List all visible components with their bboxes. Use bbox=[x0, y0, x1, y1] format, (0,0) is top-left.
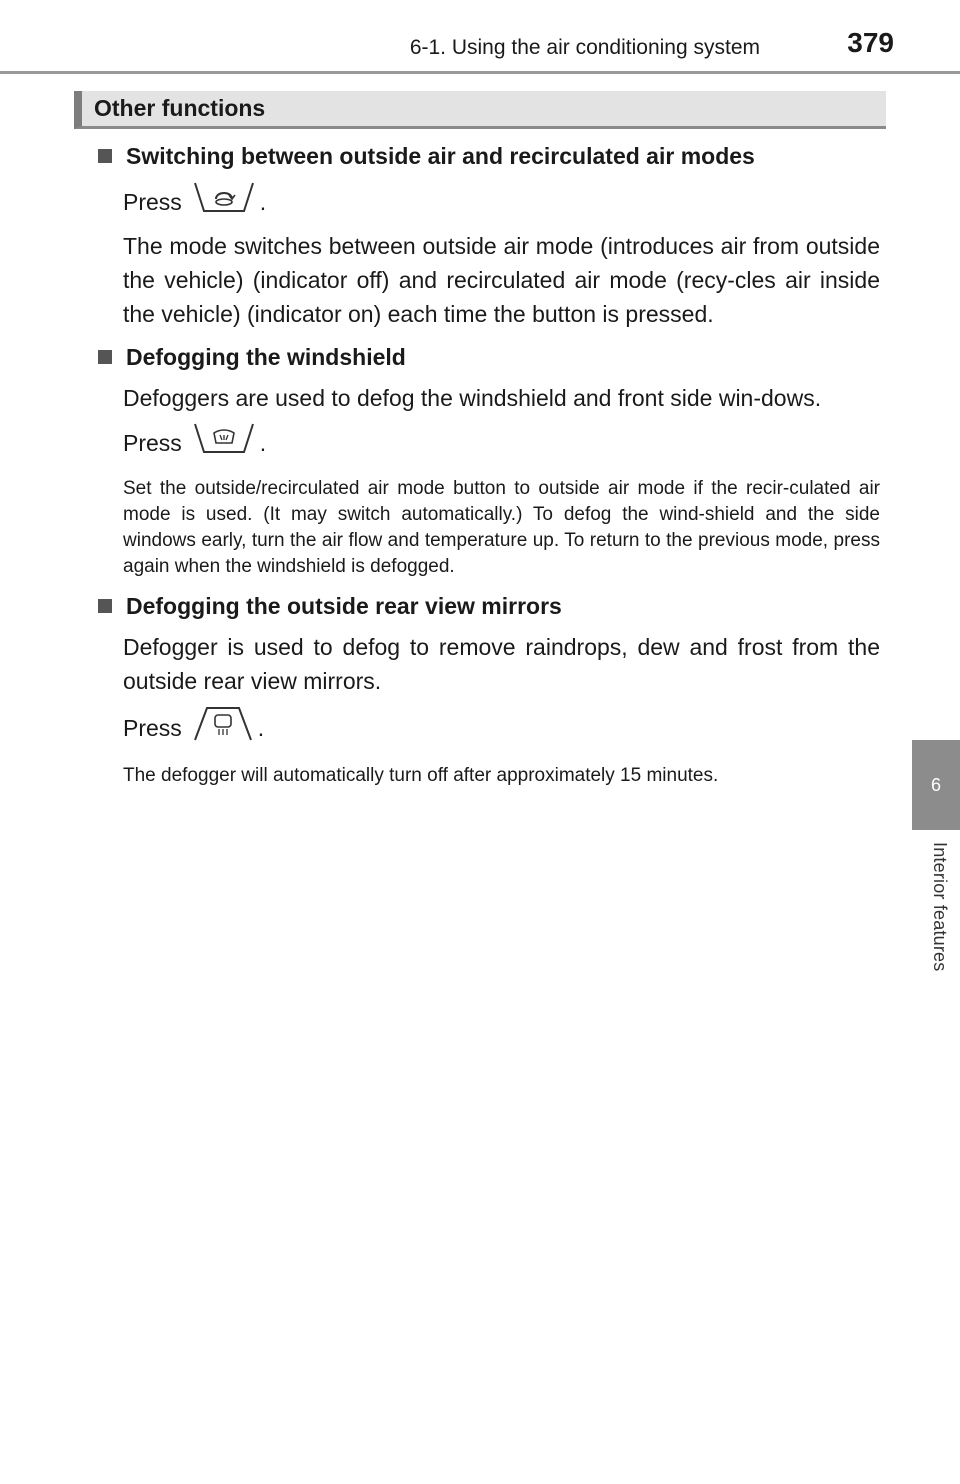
item-recirculation bbox=[96, 138, 880, 331]
item-title-text: Switching between outside air and recirculated air modes bbox=[126, 143, 755, 169]
header-divider bbox=[0, 71, 960, 74]
press-instruction bbox=[96, 421, 880, 464]
press-instruction bbox=[96, 180, 880, 223]
item-title bbox=[96, 339, 880, 375]
section-heading-text: Other functions bbox=[94, 95, 266, 121]
item-body: The mode switches between outside air mode (introduces air from outside the vehicle) (indicator off) and recirculated air mode (recy-cles air inside the vehicle) (indicator on) each time the button is pressed. bbox=[123, 233, 880, 327]
press-label: Press bbox=[123, 188, 182, 215]
press-instruction bbox=[96, 704, 880, 751]
press-label: Press bbox=[123, 429, 182, 456]
chapter-label: Interior features bbox=[930, 842, 950, 972]
press-label: Press bbox=[123, 714, 182, 741]
item-note: Set the outside/recirculated air mode button to outside air mode if the recir-culated air mode is used. (It may switch automatically.) To defog the wind-shield and the side windows early, turn the air flow and temperature up. To return to the previous mode, press again when the windshield is defogged. bbox=[123, 478, 880, 577]
recirculation-button-icon bbox=[192, 180, 256, 223]
item-title-text: Defogging the windshield bbox=[126, 344, 406, 370]
windshield-defogger-button-icon bbox=[192, 421, 256, 464]
item-body: Defoggers are used to defog the windshield and front side win-dows. bbox=[123, 385, 822, 411]
section-heading bbox=[74, 91, 886, 129]
bullet-square-icon bbox=[98, 149, 112, 163]
bullet-square-icon bbox=[98, 599, 112, 613]
item-title-text: Defogging the outside rear view mirrors bbox=[126, 593, 562, 619]
press-period: . bbox=[259, 188, 267, 215]
header-section-title: 6-1. Using the air conditioning system bbox=[409, 36, 760, 59]
press-period: . bbox=[257, 714, 265, 741]
mirror-defogger-button-icon bbox=[192, 704, 254, 751]
chapter-tab bbox=[912, 740, 960, 830]
bullet-square-icon bbox=[98, 350, 112, 364]
item-mirror-defog bbox=[96, 588, 880, 789]
item-note: The defogger will automatically turn off after approximately 15 minutes. bbox=[123, 765, 719, 786]
item-title bbox=[96, 138, 880, 174]
content-area bbox=[96, 138, 880, 797]
page-number: 379 bbox=[847, 27, 894, 58]
press-period: . bbox=[259, 429, 267, 456]
item-body: Defogger is used to defog to remove raindrops, dew and frost from the outside rear view mirrors. bbox=[123, 634, 880, 694]
item-windshield-defog bbox=[96, 339, 880, 580]
item-title bbox=[96, 588, 880, 624]
chapter-number: 6 bbox=[930, 774, 941, 795]
